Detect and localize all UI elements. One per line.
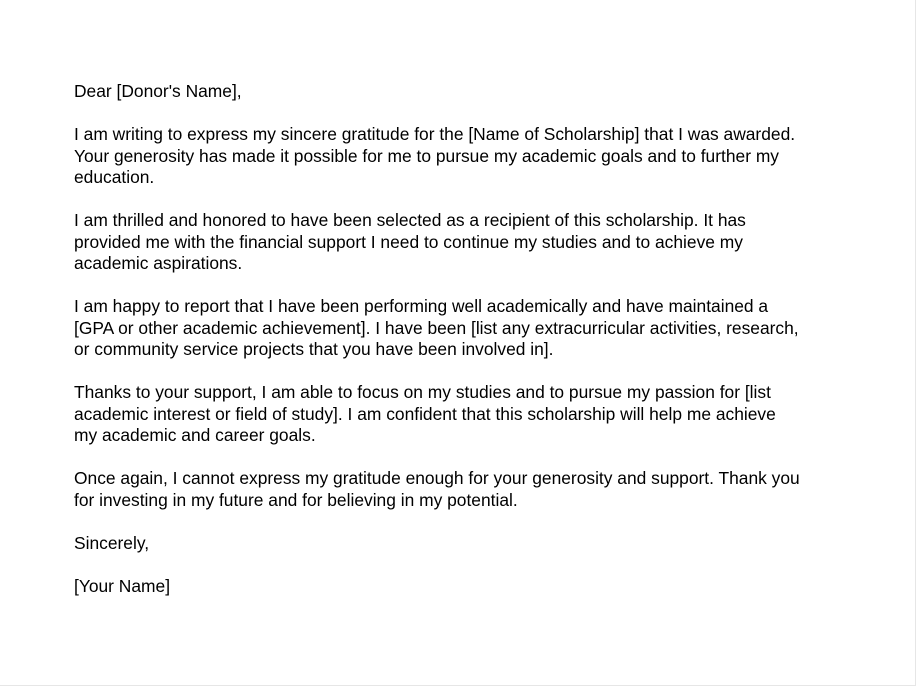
closing: Sincerely,	[74, 532, 150, 553]
letter-body	[74, 81, 874, 597]
paragraph-3: I am happy to report that I have been performing well academically and have maintained a [GPA or other academic achievement]. I have been [list any extracurricular activities, research, or community service projects that you have been involved in].	[74, 296, 799, 359]
signature: [Your Name]	[74, 575, 171, 596]
paragraph-4: Thanks to your support, I am able to focus on my studies and to pursue my passion for [list academic interest or field of study]. I am confident that this scholarship will help me achieve my academic and career goals.	[74, 382, 776, 445]
paragraph-5: Once again, I cannot express my gratitude enough for your generosity and support. Thank you for investing in my future and for believing in my potential.	[74, 468, 800, 510]
salutation: Dear [Donor's Name],	[74, 81, 242, 101]
paragraph-2: I am thrilled and honored to have been selected as a recipient of this scholarship. It has provided me with the financial support I need to continue my studies and to achieve my academic aspirations.	[74, 210, 746, 273]
paragraph-1: I am writing to express my sincere gratitude for the [Name of Scholarship] that I was awarded. Your generosity has made it possible for me to pursue my academic goals and to further my education.	[74, 124, 796, 187]
